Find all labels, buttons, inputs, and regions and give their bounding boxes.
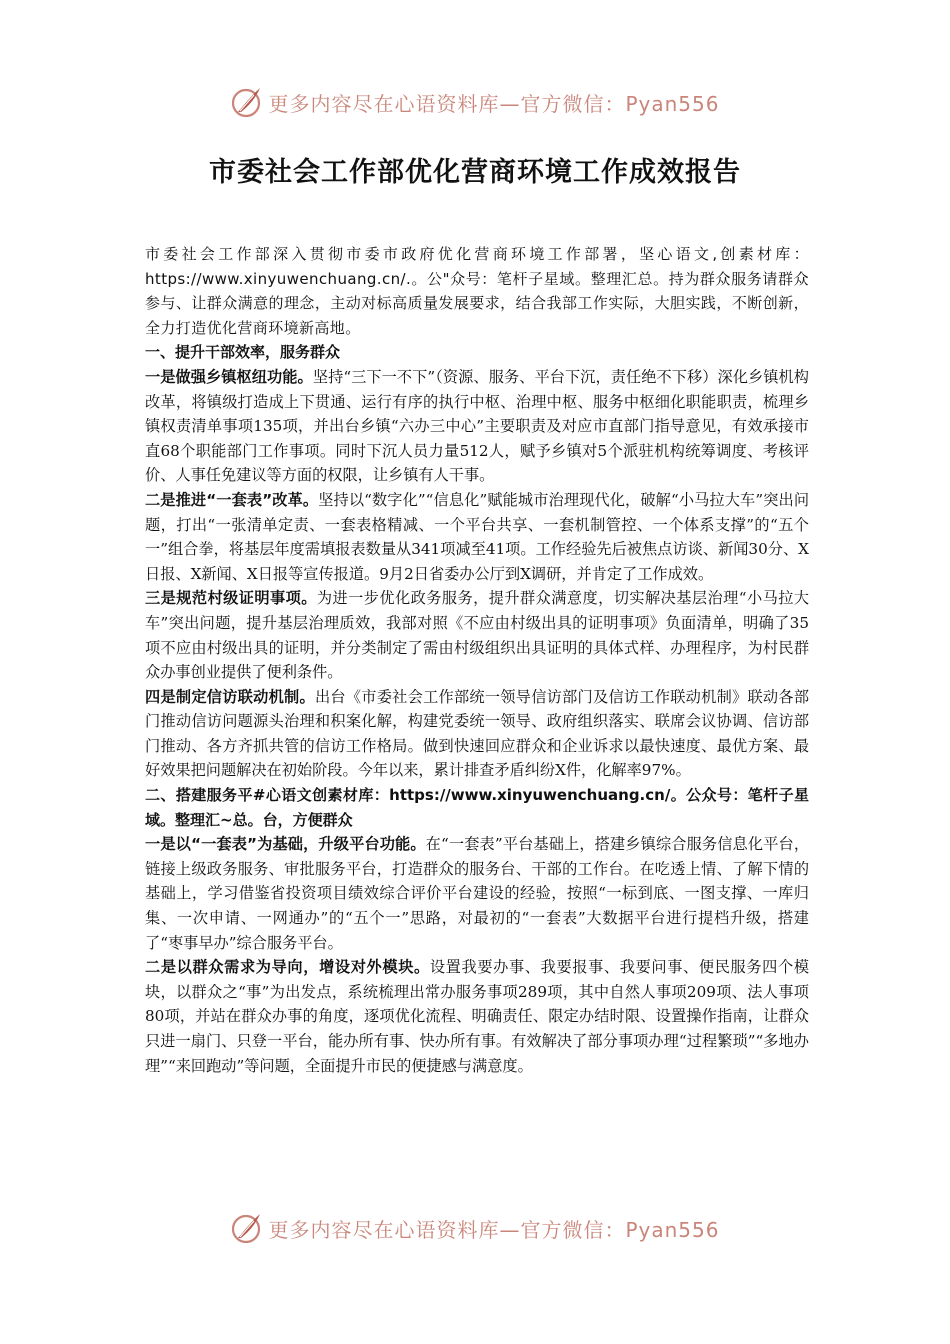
- paragraph-lead: 一是以“一套表”为基础，升级平台功能。: [145, 835, 426, 854]
- quill-logo-icon: [230, 1211, 264, 1245]
- paragraph-body: 出台《市委社会工作部统一领导信访部门及信访工作联动机制》联动各部门推动信访问题源头治理和积案化解，构建党委统一领导、政府组织落实、联席会议协调、信访部门推动、各方齐抓共管的信访工作格局。做到快速回应群众和企业诉求以最快速度、最优方案、最好效果把问题解决在初始阶段。今年以来，累计排查矛盾纠纷X件，化解率97%。: [145, 687, 810, 780]
- paragraph-lead: 二是推进“一套表”改革。: [145, 490, 319, 509]
- paragraph-lead: 一是做强乡镇枢纽功能。: [145, 367, 313, 386]
- section-2-heading: 二、搭建服务平#心语文创素材库：https://www.xinyuwenchuang.cn/。公众号：笔杆子星域。整理汇~总。台，方便群众: [145, 786, 809, 829]
- paragraph-body: 坚持以“数字化”“信息化”赋能城市治理现代化，破解“小马拉大车”突出问题，打出“一张清单定责、一套表格精减、一个平台共享、一套机制管控、一个体系支撑”的“五个一”组合拳，将基层年度需填报表数量从341项减至41项。工作经验先后被焦点访谈、新闻30分、X日报、X新闻、X日报等宣传报道。9月2日省委办公厅到X调研，并肯定了工作成效。: [145, 490, 810, 583]
- paragraph: [145, 832, 809, 955]
- paragraph-body: 在“一套表”平台基础上，搭建乡镇综合服务信息化平台，链接上级政务服务、审批服务平台，打造群众的服务台、干部的工作台。在吃透上情、了解下情的基础上，学习借鉴省投资项目绩效综合评价平台建设的经验，按照“一标到底、一图支撑、一库归集、一次申请、一网通办”的“五个一”思路，对最初的“一套表”大数据平台进行提档升级，搭建了“枣事早办”综合服务平台。: [145, 835, 810, 952]
- paragraph-body: 坚持“三下一不下”（资源、服务、平台下沉，责任绝不下移）深化乡镇机构改革，将镇级打造成上下贯通、运行有序的执行中枢、治理中枢、服务中枢细化职能职责，梳理乡镇权责清单事项135项，并出台乡镇“六办三中心”主要职责及对应市直部门指导意见，有效承接市直68个职能部门工作事项。同时下沉人员力量512人，赋予乡镇对5个派驻机构统筹调度、考核评价、人事任免建议等方面的权限，让乡镇有人干事。: [145, 367, 809, 485]
- paragraph: [145, 955, 809, 1078]
- watermark-banner-bottom: [0, 1208, 950, 1248]
- watermark-text: 更多内容尽在心语资料库—官方微信：Pyan556: [268, 1217, 720, 1242]
- paragraph: [145, 586, 809, 684]
- intro-paragraph: 市委社会工作部深入贯彻市委市政府优化营商环境工作部署，坚心语文,创素材库：https://www.xinyuwenchuang.cn/.。公"众号：笔杆子星域。整理汇总。持为群众服务请群众参与、让群众满意的理念，主动对标高质量发展要求，结合我部工作实际，大胆实践，不断创新，全力打造优化营商环境新高地。: [145, 245, 809, 337]
- paragraph: [145, 685, 809, 783]
- paragraph-body: 为进一步优化政务服务，提升群众满意度，切实解决基层治理“小马拉大车”突出问题，提升基层治理质效，我部对照《不应由村级出具的证明事项》负面清单，明确了35项不应由村级出具的证明，并分类制定了需由村级组织出具证明的具体式样、办理程序，为村民群众办事创业提供了便利条件。: [145, 589, 810, 682]
- paragraph: [145, 365, 809, 488]
- paragraph: [145, 488, 809, 586]
- paragraph-lead: 四是制定信访联动机制。: [145, 687, 315, 706]
- paragraph-lead: 二是以群众需求为导向，增设对外模块。: [145, 958, 430, 977]
- watermark-banner-top: [0, 82, 950, 122]
- section-1-heading: 一、提升干部效率，服务群众: [145, 343, 341, 362]
- paragraph-body: 设置我要办事、我要报事、我要问事、便民服务四个模块，以群众之“事”为出发点，系统梳理出常办服务事项289项，其中自然人事项209项、法人事项80项，并站在群众办事的角度，逐项优化流程、明确责任、限定办结时限、设置操作指南，让群众只进一扇门、只登一平台，能办所有事、快办所有事。有效解决了部分事项办理“过程繁琐”“多地办理”“来回跑动”等问题，全面提升市民的便捷感与满意度。: [145, 958, 810, 1075]
- document-body: [145, 242, 809, 1078]
- document-title: 市委社会工作部优化营商环境工作成效报告: [209, 157, 741, 188]
- quill-logo-icon: [230, 85, 264, 119]
- paragraph-lead: 三是规范村级证明事项。: [145, 589, 317, 608]
- watermark-text: 更多内容尽在心语资料库—官方微信：Pyan556: [268, 91, 720, 116]
